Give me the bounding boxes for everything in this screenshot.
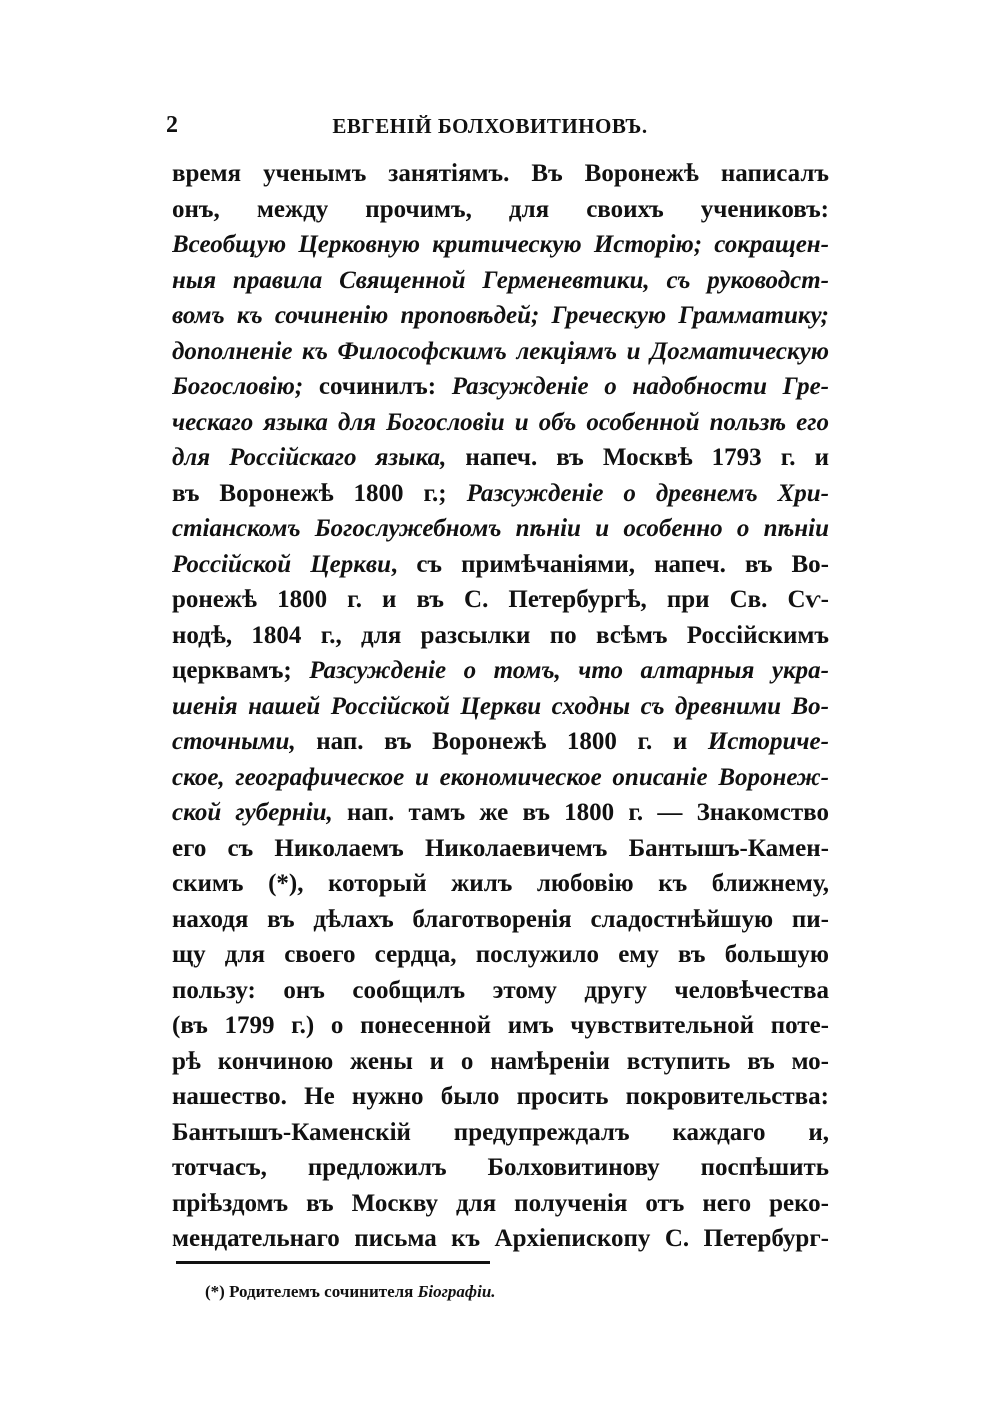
italic-text-segment: ныя правила Священной Герменевтики, съ руководст- (172, 266, 829, 294)
italic-text-segment: ской губерніи, (172, 799, 348, 826)
text-segment: находя въ дѣлахъ благотворенія сладостнѣйшую пи- (172, 905, 829, 933)
text-segment: мендательнаго письма къ Архіепископу С. Петербург- (172, 1225, 829, 1252)
text-segment: нап. тамъ же въ 1800 г. — Знакомство (347, 799, 829, 826)
text-line (172, 1115, 829, 1151)
text-line (172, 369, 829, 405)
text-line (172, 902, 829, 938)
text-line (172, 689, 829, 725)
italic-text-segment: для Россійскаго языка, (172, 444, 466, 471)
text-line (172, 263, 829, 299)
body-text (172, 156, 829, 1257)
text-line (172, 1079, 829, 1115)
italic-text-segment: дополненіе къ Философскимъ лекціямъ и Догматическую (172, 337, 829, 365)
italic-text-segment: стіанскомъ Богослужебномъ пѣніи и особенно о пѣніи (172, 515, 829, 542)
text-line (172, 866, 829, 902)
text-segment: тотчасъ, предложилъ Болховитинову поспѣшить (172, 1154, 829, 1181)
text-segment: пріѣздомъ въ Москву для полученія отъ него реко- (172, 1189, 829, 1217)
text-line (172, 618, 829, 654)
text-segment: церквамъ; (172, 657, 310, 684)
footnote-text: Родителемъ сочинителя (229, 1282, 418, 1301)
text-line (172, 227, 829, 263)
text-segment: нап. въ Воронежѣ 1800 г. и (316, 728, 708, 755)
text-line (172, 1008, 829, 1044)
text-segment: скимъ (*), который жилъ любовію къ ближнему, (172, 870, 829, 897)
italic-text-segment: сточными, (172, 728, 317, 755)
italic-text-segment: ческаго языка для Богословіи и объ особенной пользѣ его (172, 408, 829, 436)
text-segment: нодѣ, 1804 г., для разсылки по всѣмъ Россійскимъ (172, 621, 829, 649)
text-segment: Бантышъ-Каменскій предупреждалъ каждаго и, (172, 1118, 829, 1146)
text-segment: ронежѣ 1800 г. и въ С. Петербургѣ, при Св. Сѵ- (172, 586, 829, 613)
text-line (172, 547, 829, 583)
text-line (172, 1186, 829, 1222)
italic-text-segment: шенія нашей Россійской Церкви сходны съ древними Во- (172, 692, 829, 720)
text-segment: его съ Николаемъ Николаевичемъ Бантышъ-Камен- (172, 834, 829, 862)
italic-text-segment: Всеобщую Церковную критическую Исторію; сокращен- (172, 231, 829, 258)
italic-text-segment: ское, географическое и економическое описаніе Воронеж- (172, 763, 829, 791)
footnote-divider (176, 1261, 490, 1264)
text-segment: (въ 1799 г.) о понесенной имъ чувствительной поте- (172, 1012, 829, 1039)
italic-text-segment: вомъ къ сочиненію проповѣдей; Греческую Грамматику; (172, 302, 829, 329)
text-line (172, 724, 829, 760)
italic-text-segment: Богословію; (172, 373, 319, 400)
text-line (172, 582, 829, 618)
footnote-italic-text: Біографіи. (417, 1282, 496, 1301)
italic-text-segment: Россійской Церкви (172, 550, 391, 578)
text-line (172, 298, 829, 334)
text-segment: въ Воронежѣ 1800 г.; (172, 479, 467, 507)
text-line (172, 156, 829, 192)
text-line (172, 405, 829, 441)
text-line (172, 937, 829, 973)
text-line (172, 511, 829, 547)
text-line (172, 1150, 829, 1186)
text-line (172, 653, 829, 689)
running-title: ЕВГЕНІЙ БОЛХОВИТИНОВЪ. (332, 114, 648, 138)
text-line (172, 831, 829, 867)
text-line (172, 795, 829, 831)
text-segment: время ученымъ занятіямъ. Въ Воронежѣ написалъ (172, 160, 829, 187)
page-number: 2 (166, 112, 178, 138)
text-segment: , съ примѣчаніями, напеч. въ Во- (391, 550, 829, 578)
text-line (172, 334, 829, 370)
text-line (172, 973, 829, 1009)
text-line (172, 192, 829, 228)
text-line (172, 1221, 829, 1257)
text-line (172, 476, 829, 512)
text-line (172, 760, 829, 796)
italic-text-segment: Разсужденіе о томъ, что алтарныя укра- (309, 657, 829, 684)
text-line (172, 1044, 829, 1080)
italic-text-segment: Разсужденіе о надобности Гре- (451, 373, 829, 400)
text-segment: нашество. Не нужно было просить покровительства: (172, 1083, 829, 1110)
text-segment: напеч. въ Москвѣ 1793 г. и (465, 444, 829, 471)
text-segment: пользу: онъ сообщилъ этому другу человѣчества (172, 976, 829, 1004)
text-segment: сочинилъ: (318, 373, 452, 400)
text-segment: рѣ кончиною жены и о намѣреніи вступить въ мо- (172, 1047, 829, 1075)
footnote (205, 1282, 496, 1302)
text-segment: онъ, между прочимъ, для своихъ учениковъ: (172, 195, 829, 223)
footnote-marker: (*) (205, 1282, 230, 1301)
italic-text-segment: Разсужденіе о древнемъ Хри- (466, 479, 829, 507)
text-line (172, 440, 829, 476)
text-segment: щу для своего сердца, послужило ему въ большую (172, 941, 829, 968)
italic-text-segment: Историче- (707, 728, 829, 755)
